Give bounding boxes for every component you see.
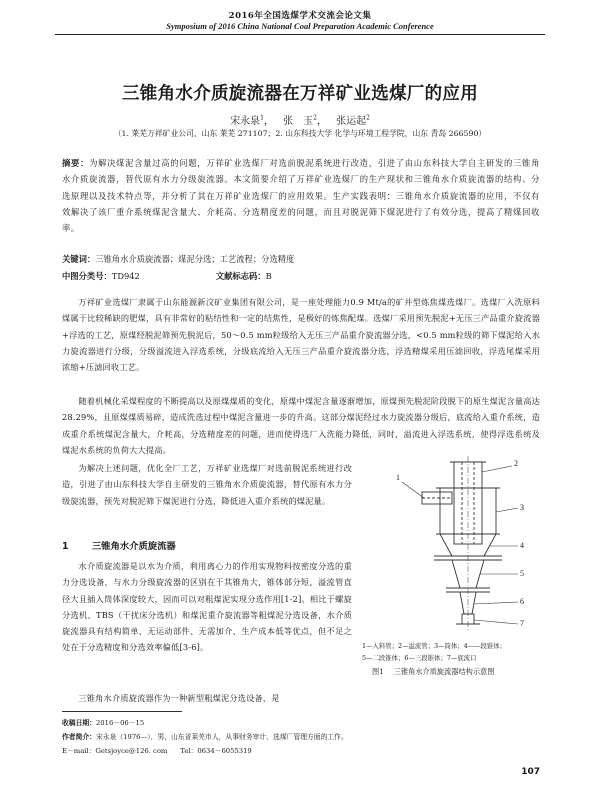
page-number: 107 — [521, 767, 540, 777]
author-name: 张运起 — [336, 116, 367, 127]
figure-caption-text: 三锥角水介质旋流器结构示意图 — [393, 667, 495, 676]
tel-label: Tel： — [180, 747, 198, 755]
author-affil-mark: 1 — [260, 114, 264, 122]
footnote-contact — [62, 745, 540, 755]
author-bio: 宋永泉（1976—），男，山东省莱芜市人，从事财务审计、选煤厂管理方面的工作。 — [95, 733, 348, 741]
author-affil-mark: 2 — [366, 114, 370, 122]
clc-value: TD942 — [111, 271, 140, 281]
legend-line: 5—二段锥体；6—三段锥体；7—底流口 — [362, 654, 477, 662]
label-1: 1 — [396, 473, 400, 482]
body-paragraph: 水介质旋流器是以水为介质，利用离心力的作用实现物料按密度分选的重力分选设备，与水力分级旋流器的区别在于其锥角大，锥体部分短，溢流管直径大且插入筒体深度较大，因而可以对粗煤泥实现分选作用[1-2]。相比于螺旋分选机、TBS（干扰床分选机）和煤泥重介旋流器等粗煤泥分选设备，水介质旋流器具有结构简单、无运动部件、无需加介、生产成本低等优点，但不足之处在于分选精度和分选效率偏低[3-6]。 — [62, 561, 352, 653]
tel-value: 0634－6055319 — [197, 747, 252, 755]
abstract-label: 摘要： — [62, 158, 90, 168]
author-bio-label: 作者简介： — [62, 733, 96, 741]
label-6: 6 — [520, 597, 524, 606]
abstract-text: 为解决煤泥含量过高的问题，万祥矿业选煤厂对选前脱泥系统进行改造，引进了由山东科技大学自主研发的三锥角水介质旋流器，替代原有水力分级旋流器。本文简要介绍了万祥矿业选煤厂的生产现状和三锥角水介质旋流器的结构、分选原理以及技术特点等，并分析了其在万祥矿业选煤厂的应用效果。生产实践表明：三锥角水介质旋流器的应用，不仅有效解决了该厂重介系统煤泥含量大、介耗高、分选精度差的问题，而且对脱泥筛下煤泥进行了有效分选，提高了精煤回收率。 — [62, 158, 540, 234]
body-paragraph: 三锥角水介质旋流器作为一种新型粗煤泥分选设备，是 — [78, 693, 280, 703]
affiliation: （1. 莱芜万祥矿业公司，山东 莱芜 271107；2. 山东科技大学 化学与环境工程学院，山东 青岛 266590） — [113, 129, 487, 138]
figure-caption — [372, 667, 540, 677]
clc-label: 中图分类号： — [62, 271, 112, 281]
label-5: 5 — [520, 569, 524, 578]
footnote-received — [62, 717, 540, 727]
header-rule — [55, 34, 545, 35]
email-label: E－mail： — [62, 747, 96, 755]
page-title: 三锥角水介质旋流器在万祥矿业选煤厂的应用 — [122, 84, 478, 104]
abstract — [62, 155, 540, 236]
section-heading — [62, 538, 352, 552]
label-7: 7 — [520, 619, 524, 628]
keywords — [62, 253, 540, 265]
doc-code-label: 文献标志码： — [215, 271, 266, 281]
label-4: 4 — [520, 541, 524, 550]
author-list: 宋永泉$^1$， 张 玉$^2$， 张运起$^2$ — [230, 114, 370, 127]
section-title: 三锥角水介质旋流器 — [92, 541, 176, 552]
legend-line: 1—入料管；2—溢流管；3—筒体；4——段锥体； — [362, 642, 507, 650]
running-header-en: Symposium of 2016 China National Coal Preparation Academic Conference — [166, 21, 434, 31]
email-value: Getsjoyce@126. com — [95, 747, 168, 755]
body-paragraph: 为解决上述问题，优化全厂工艺，万祥矿业选煤厂对选前脱泥系统进行改造，引进了由山东科技大学自主研发的三锥角水介质旋流器，替代原有水力分级旋流器，预先对脱泥筛下煤泥进行分选，降低进入重介系统的煤泥量。 — [62, 463, 352, 506]
figure-number: 图1 — [372, 667, 384, 676]
figure-legend — [362, 640, 540, 664]
author-name: 张 玉 — [283, 116, 314, 127]
received-label: 收稿日期： — [62, 719, 96, 727]
keywords-text: 三锥角水介质旋流器；煤泥分选；工艺流程；分选精度 — [95, 254, 295, 264]
hydrocyclone-diagram — [362, 452, 540, 636]
body-paragraph: 万祥矿业选煤厂隶属于山东能源新汶矿业集团有限公司，是一座处理能力0.9 Mt/a的矿井型炼焦煤选煤厂。选煤厂入洗原料煤属于比较稀缺的肥煤，具有非常好的粘结性和一定的结焦性，是极好的炼焦配煤。选煤厂采用预先脱泥+无压三产品重介旋流器+浮选的工艺，原煤经脱泥筛预先脱泥后，50～0.5 mm粒级给入无压三产品重介旋流器分选，<0.5 mm粒级的筛下煤泥给入水力旋流器进行分级，分级溢流进入浮选系统，分级底流给入无压三产品重介旋流器分选，浮选精煤采用压滤回收，浮选尾煤采用浓缩+压滤回收工艺。 — [62, 297, 540, 373]
label-2: 2 — [514, 459, 518, 468]
keywords-label: 关键词： — [62, 254, 96, 264]
classification-line — [62, 270, 540, 282]
label-3: 3 — [520, 503, 524, 512]
footnote-author — [62, 731, 540, 741]
author-name: 宋永泉 — [230, 116, 261, 127]
section-number: 1 — [62, 541, 69, 552]
received-date: 2016－06－15 — [95, 719, 145, 727]
author-affil-mark: 2 — [313, 114, 317, 122]
footnote-rule — [62, 711, 182, 712]
body-paragraph: 随着机械化采煤程度的不断提高以及原煤煤质的变化，原煤中煤泥含量逐渐增加，原煤预先脱泥阶段脱下的原生煤泥含量高达28.29%，且原煤煤质易碎，造成洗选过程中煤泥含量进一步的升高。这部分煤泥经过水力旋流器分级后，底流给入重介系统，造成重介系统煤泥含量大，介耗高，分选精度差的问题，进而使得选厂入洗能力降低，同时，溢流进入浮选系统，使得浮选系统及煤泥水系统的负荷大大提高。 — [62, 396, 540, 455]
running-header-cn: 2016年全国选煤学术交流会论文集 — [228, 11, 372, 21]
doc-code-value: B — [265, 271, 272, 281]
